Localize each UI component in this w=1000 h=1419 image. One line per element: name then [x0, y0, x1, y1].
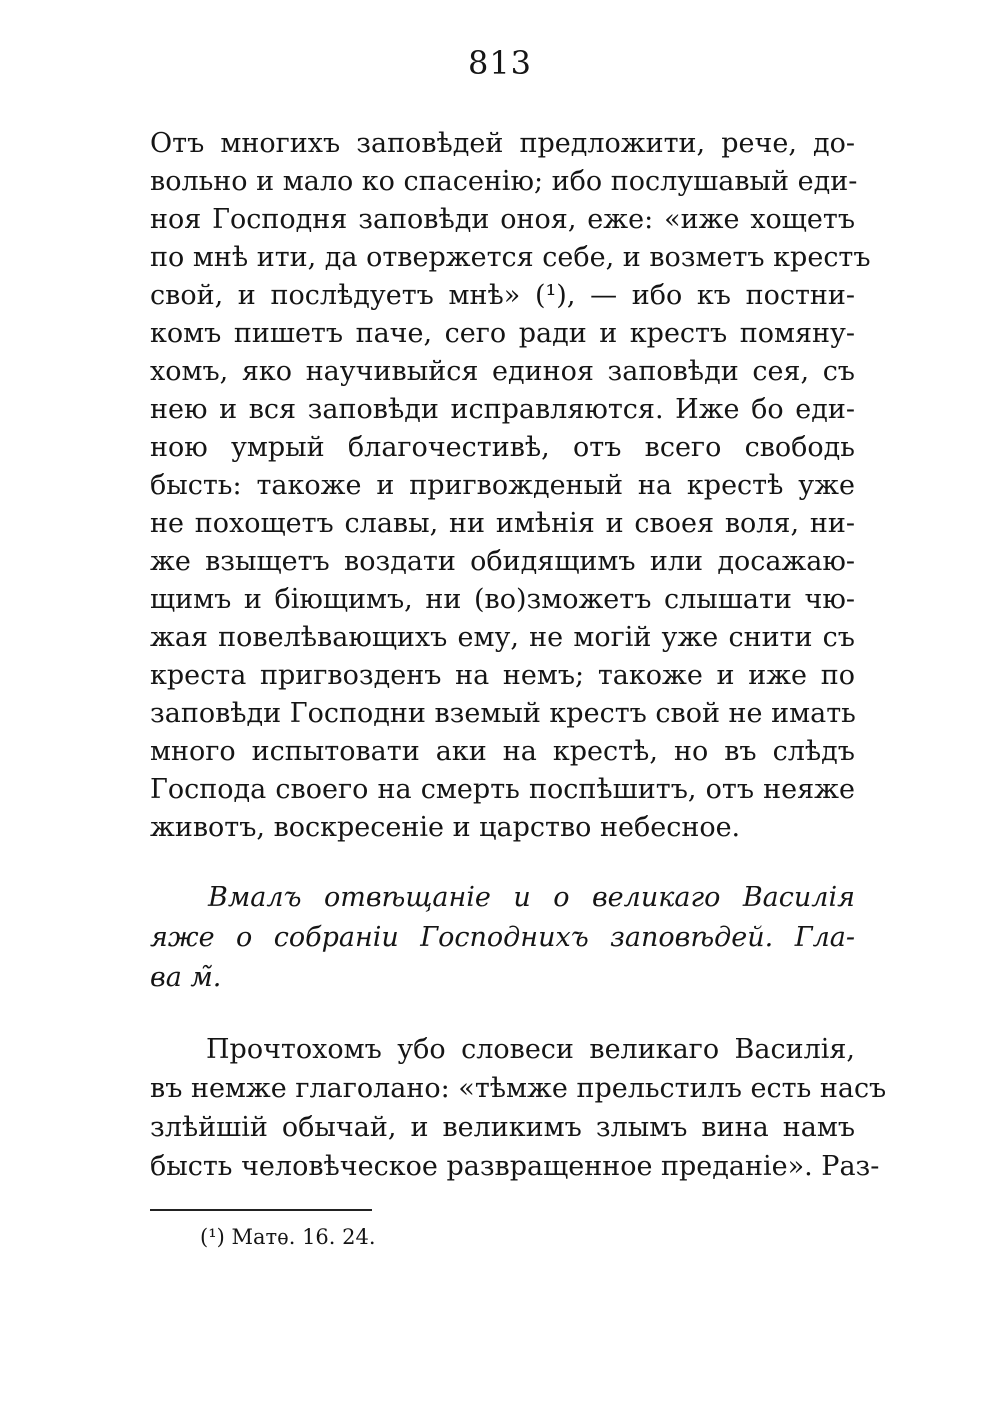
text-line: свой, и послѣдуетъ мнѣ» (¹), — ибо къ постни- — [150, 280, 855, 311]
page-number: 813 — [467, 44, 533, 82]
text-line: нею и вся заповѣди исправляются. Иже бо еди- — [150, 394, 855, 425]
text-line: вольно и мало ко спасенію; ибо послушавый еди- — [150, 166, 858, 197]
heading-line: яже о собраніи Господнихъ заповѣдей. Гла- — [150, 922, 855, 953]
text-line: же взыщетъ воздати обидящимъ или досажаю- — [150, 546, 855, 577]
text-line: Прочтохомъ убо словеси великаго Василія, — [206, 1034, 855, 1065]
heading-line: Вмалъ отвѣщаніе и о великаго Василія — [208, 882, 855, 913]
text-line: креста пригвозденъ на немъ; такоже и иже по — [150, 660, 855, 691]
main-text-block — [150, 125, 871, 847]
text-line: животъ, воскресеніе и царство небесное. — [150, 812, 741, 843]
text-line: Господа своего на смерть поспѣшитъ, отъ неяже — [150, 774, 855, 805]
text-line: жая повелѣвающихъ ему, не могій уже снити съ — [150, 622, 855, 653]
text-line: Отъ многихъ заповѣдей предложити, рече, до- — [150, 128, 855, 159]
section-body — [150, 1030, 887, 1186]
text-line: бысть человѣческое развращенное преданіе». Раз- — [150, 1151, 880, 1182]
heading-line: ва м̃. — [150, 962, 222, 993]
footnote-divider — [150, 1209, 372, 1211]
text-line: не похощетъ славы, ни имѣнія и своея воля, ни- — [150, 508, 855, 539]
section-heading — [150, 878, 855, 998]
text-line: хомъ, яко научивыйся единоя заповѣди сея, съ — [150, 356, 855, 387]
text-line: щимъ и біющимъ, ни (во)зможетъ слышати чю- — [150, 584, 855, 615]
text-line: въ немже глаголано: «тѣмже прельстилъ есть насъ — [150, 1073, 887, 1104]
text-line: по мнѣ ити, да отвержется себе, и возметъ крестъ — [150, 242, 871, 273]
text-line: много испытовати аки на крестѣ, но въ слѣдъ — [150, 736, 855, 767]
text-line: ноя Господня заповѣди оноя, еже: «иже хощетъ — [150, 204, 855, 235]
footnote: (¹) Матѳ. 16. 24. — [200, 1225, 376, 1249]
text-line: бысть: такоже и пригвожденый на крестѣ уже — [150, 470, 855, 501]
text-line: ною умрый благочестивѣ, отъ всего свободь — [150, 432, 855, 463]
text-line: комъ пишетъ паче, сего ради и крестъ помяну- — [150, 318, 855, 349]
text-line: злѣйшій обычай, и великимъ злымъ вина намъ — [150, 1112, 855, 1143]
text-line: заповѣди Господни вземый крестъ свой не имать — [150, 698, 856, 729]
